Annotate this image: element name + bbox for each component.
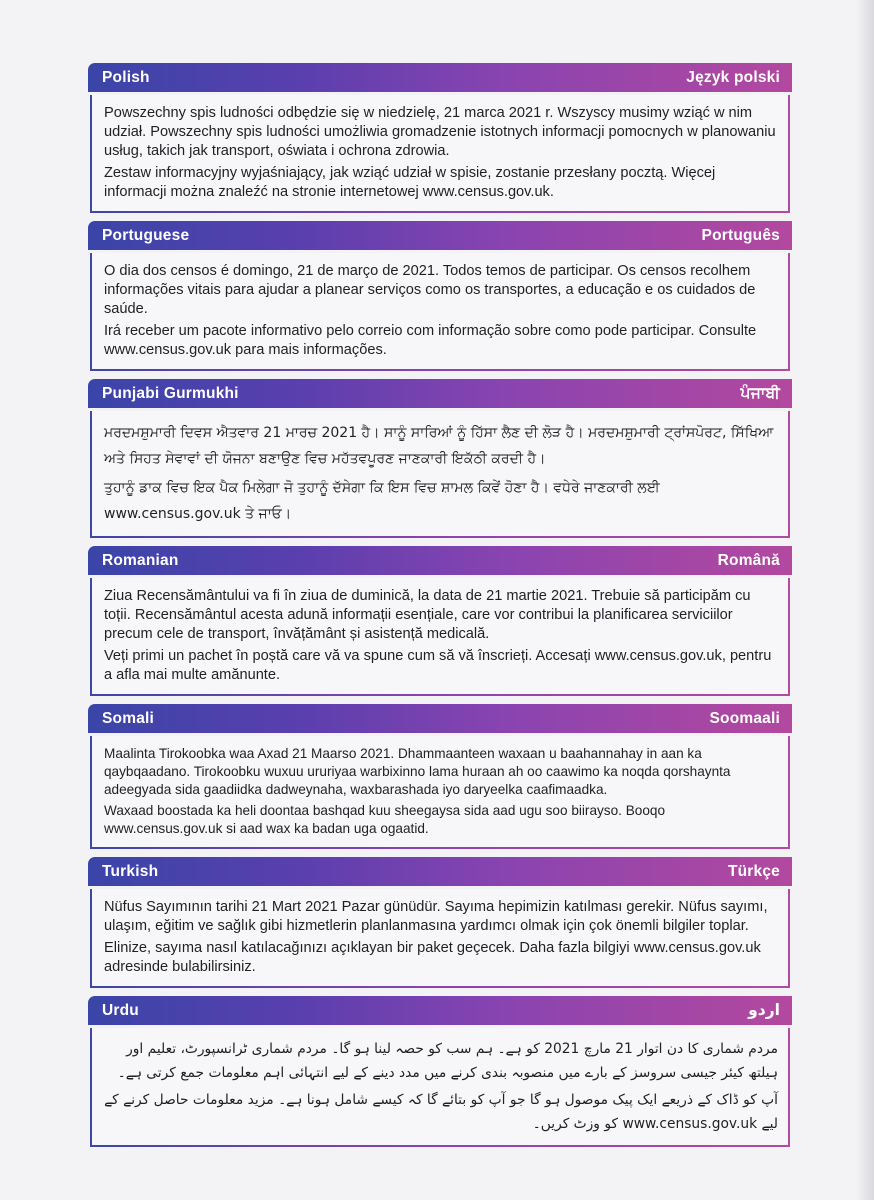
language-native-name: Português <box>701 226 780 244</box>
paragraph: Veți primi un pachet în poștă care vă va spune cum să vă înscrieți. Accesați www.census.gov.uk, pentru a afla mai multe amănunte. <box>104 648 772 683</box>
page-edge <box>856 0 874 1200</box>
language-name: Romanian <box>102 551 179 569</box>
section-body-turkish <box>90 889 790 988</box>
language-name: Turkish <box>102 862 159 880</box>
section-body-urdu <box>90 1028 790 1147</box>
section-header-turkish <box>88 857 792 886</box>
paragraph: Ziua Recensământului va fi în ziua de duminică, la data de 21 martie 2021. Trebuie să participăm cu toții. Recensământul acesta adună informații esențiale, care vor contribui la planificarea serviciilor precum cele de transport, învățământ și asistență medicală. <box>104 588 751 642</box>
section-body-romanian <box>90 578 790 696</box>
paragraph: Powszechny spis ludności odbędzie się w niedzielę, 21 marca 2021 r. Wszyscy musimy wziąć w nim udział. Powszechny spis ludności umożliwia gromadzenie istotnych informacji pomocnych w planowaniu usług, takich jak transport, oświata i ochrona zdrowia. <box>104 105 776 159</box>
paragraph: مردم شماری کا دن اتوار 21 مارچ 2021 کو ہے۔ ہم سب کو حصہ لینا ہو گا۔ مردم شماری ٹرانسپورٹ، تعلیم اور ہیلتھ کیئر جیسی سروسز کے بارے میں منصوبہ بندی کرنے میں مدد دینے کے لیے انتہائی اہم معلومات جمع کرتی ہے۔ <box>117 1041 778 1081</box>
section-turkish <box>88 857 792 988</box>
paragraph: Irá receber um pacote informativo pelo correio com informação sobre como pode participar. Consulte www.census.gov.uk para mais informações. <box>104 323 757 358</box>
paragraph: Zestaw informacyjny wyjaśniający, jak wziąć udział w spisie, zostanie przesłany pocztą. Więcej informacji można znaleźć na stronie internetowej www.census.gov.uk. <box>104 165 716 200</box>
section-header-urdu <box>88 996 792 1025</box>
paragraph: O dia dos censos é domingo, 21 de março de 2021. Todos temos de participar. Os censos recolhem informações vitais para ajudar a planear serviços como os transportes, a educação e os cuidados de saúde. <box>104 263 756 317</box>
section-urdu <box>88 996 792 1147</box>
section-body-somali <box>90 736 790 849</box>
paragraph: ਮਰਦਮਸ਼ੁਮਾਰੀ ਦਿਵਸ ਐਤਵਾਰ 21 ਮਾਰਚ 2021 ਹੈ। ਸਾਨੂੰ ਸਾਰਿਆਂ ਨੂੰ ਹਿੱਸਾ ਲੈਣ ਦੀ ਲੋੜ ਹੈ। ਮਰਦਮਸ਼ੁਮਾਰੀ ਟ੍ਰਾਂਸਪੋਰਟ, ਸਿੱਖਿਆ ਅਤੇ ਸਿਹਤ ਸੇਵਾਵਾਂ ਦੀ ਯੋਜਨਾ ਬਣਾਉਣ ਵਿਚ ਮਹੱਤਵਪੂਰਣ ਜਾਣਕਾਰੀ ਇਕੱਠੀ ਕਰਦੀ ਹੈ। <box>104 425 774 467</box>
section-header-romanian <box>88 546 792 575</box>
language-name: Polish <box>102 68 150 86</box>
section-header-somali <box>88 704 792 733</box>
language-native-name: Română <box>717 551 780 569</box>
section-header-polish <box>88 63 792 92</box>
paragraph: Maalinta Tirokoobka waa Axad 21 Maarso 2021. Dhammaanteen waxaan u baahannahay in aan ka qaybqaadano. Tirokoobku wuxuu ururiyaa warbixinno lama huraan ah oo caawimo ka noqda qorshaynta adeegyada sida gaadiidka dadweynaha, waxbarashada iyo daryeelka caafimaadka. <box>104 746 731 797</box>
language-name: Somali <box>102 709 155 727</box>
language-native-name: Soomaali <box>709 709 780 727</box>
language-name: Portuguese <box>102 226 190 244</box>
language-native-name: اردو <box>748 1002 780 1019</box>
paragraph: Elinize, sayıma nasıl katılacağınızı açıklayan bir paket geçecek. Daha fazla bilgiyi www.census.gov.uk adresinde bulabilirsiniz. <box>104 940 761 975</box>
section-body-portuguese <box>90 253 790 371</box>
section-header-portuguese <box>88 221 792 250</box>
language-native-name: ਪੰਜਾਬੀ <box>740 384 780 402</box>
paragraph: ਤੁਹਾਨੂੰ ਡਾਕ ਵਿਚ ਇਕ ਪੈਕ ਮਿਲੇਗਾ ਜੋ ਤੁਹਾਨੂੰ ਦੱਸੇਗਾ ਕਿ ਇਸ ਵਿਚ ਸ਼ਾਮਲ ਕਿਵੇਂ ਹੋਣਾ ਹੈ। ਵਧੇਰੇ ਜਾਣਕਾਰੀ ਲਈ www.census.gov.uk ਤੇ ਜਾਓ। <box>104 480 660 522</box>
language-sections <box>88 63 792 1147</box>
paragraph: آپ کو ڈاک کے ذریعے ایک پیک موصول ہو گا جو آپ کو بتائے گا کہ کیسے شامل ہونا ہے۔ مزید معلومات حاصل کرنے کے لیے www.census.gov.uk کو وزٹ کریں۔ <box>104 1092 778 1132</box>
section-body-punjabi <box>90 411 790 538</box>
paragraph: Nüfus Sayımının tarihi 21 Mart 2021 Pazar günüdür. Sayıma hepimizin katılması gerekir. Nüfus sayımı, ulaşım, eğitim ve sağlık gibi hizmetlerin planlanmasına yardımcı olmak için çok önemli bilgiler toplar. <box>104 899 768 934</box>
language-name: Urdu <box>102 1001 139 1019</box>
language-native-name: Türkçe <box>727 862 780 880</box>
section-punjabi <box>88 379 792 538</box>
section-somali <box>88 704 792 849</box>
language-name: Punjabi Gurmukhi <box>102 384 239 402</box>
section-header-punjabi <box>88 379 792 408</box>
section-portuguese <box>88 221 792 371</box>
language-native-name: Język polski <box>686 68 780 86</box>
paragraph: Waxaad boostada ka heli doontaa bashqad kuu sheegaysa sida aad ugu soo biirayso. Booqo www.census.gov.uk si aad wax ka badan uga ogaatid. <box>104 803 666 836</box>
section-romanian <box>88 546 792 696</box>
section-polish <box>88 63 792 213</box>
section-body-polish <box>90 95 790 213</box>
